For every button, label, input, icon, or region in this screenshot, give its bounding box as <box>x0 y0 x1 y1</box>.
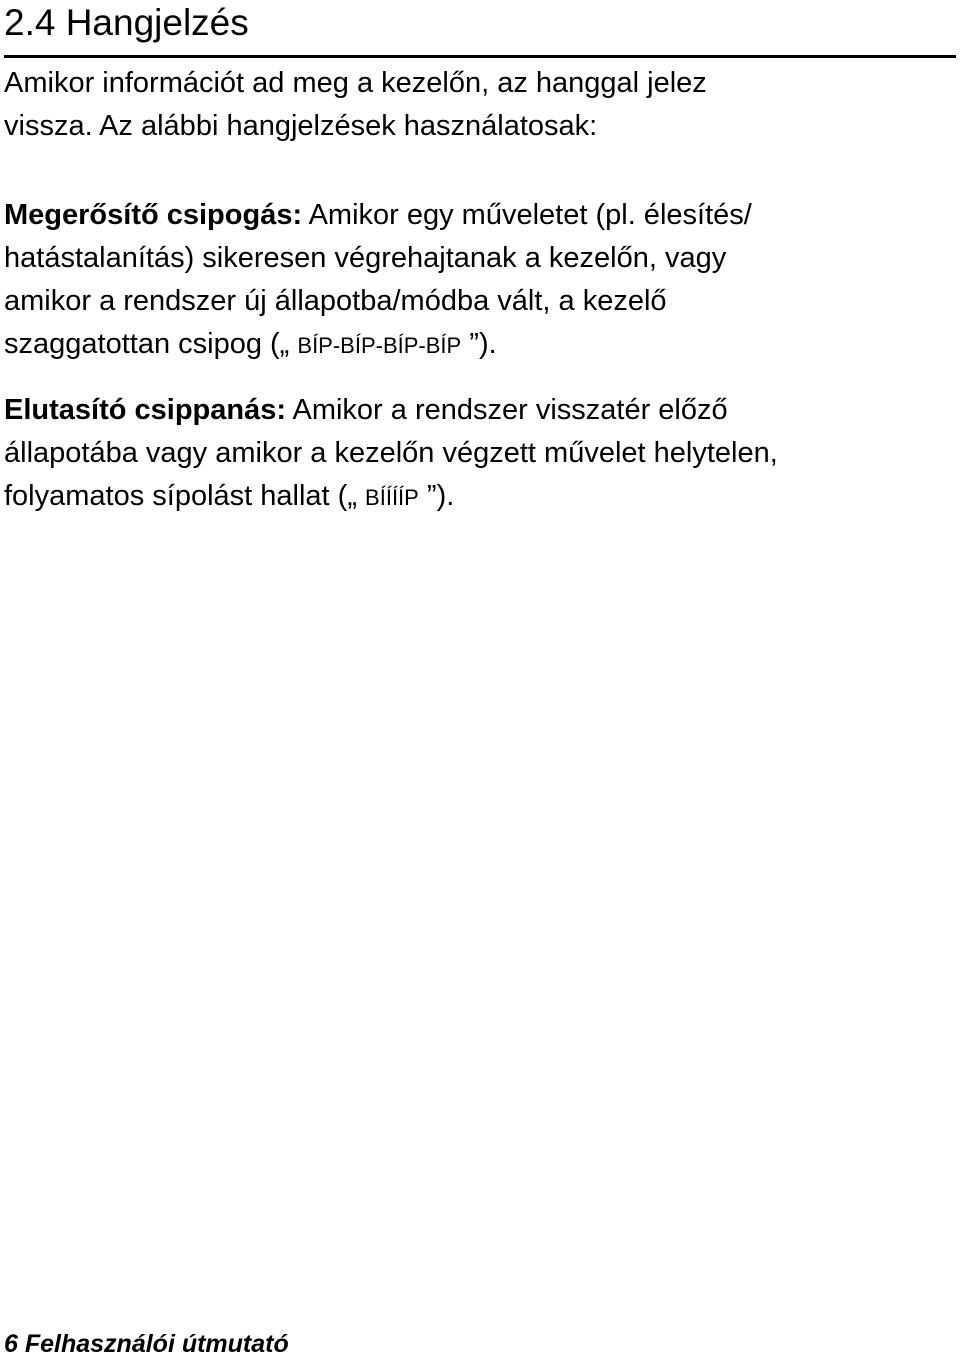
intro-paragraph <box>4 62 959 148</box>
intro-line-1: Amikor információt ad meg a kezelőn, az hanggal jelez <box>4 67 707 99</box>
confirmation-sound: BÍP-BÍP-BÍP-BÍP <box>297 333 462 358</box>
rejection-line-1-text: Amikor a rendszer visszatér előző <box>286 394 728 426</box>
confirmation-tone-paragraph <box>4 194 959 367</box>
confirmation-line-4 <box>4 323 959 367</box>
rejection-line-1 <box>4 389 959 432</box>
confirmation-line-2: hatástalanítás) sikeresen végrehajtanak a kezelőn, vagy <box>4 242 727 274</box>
rejection-line-3-end: ”). <box>426 480 455 512</box>
confirmation-line-1-text: Amikor egy műveletet (pl. élesítés/ <box>302 199 752 231</box>
confirmation-tone-term: Megerősítő csipogás: <box>4 199 303 231</box>
confirmation-line-3: amikor a rendszer új állapotba/módba vált, a kezelő <box>4 285 667 317</box>
section-title: 2.4 Hangjelzés <box>4 2 249 43</box>
rejection-line-3 <box>4 475 959 519</box>
confirmation-line-1 <box>4 194 959 237</box>
heading-rule <box>4 55 956 58</box>
rejection-tone-term: Elutasító csippanás: <box>4 394 287 426</box>
rejection-tone-paragraph <box>4 389 959 519</box>
rejection-line-2: állapotába vagy amikor a kezelőn végzett művelet helytelen, <box>4 437 778 469</box>
confirmation-line-4-end: ”). <box>469 328 497 360</box>
rejection-sound: BÍÍÍÍP <box>365 485 419 510</box>
rejection-line-3-text: folyamatos sípolást hallat („ <box>4 480 357 512</box>
confirmation-line-4-text: szaggatottan csipog („ <box>4 328 290 360</box>
intro-line-2: vissza. Az alábbi hangjelzések használatosak: <box>4 110 598 142</box>
page-footer: 6 Felhasználói útmutató <box>4 1330 289 1358</box>
